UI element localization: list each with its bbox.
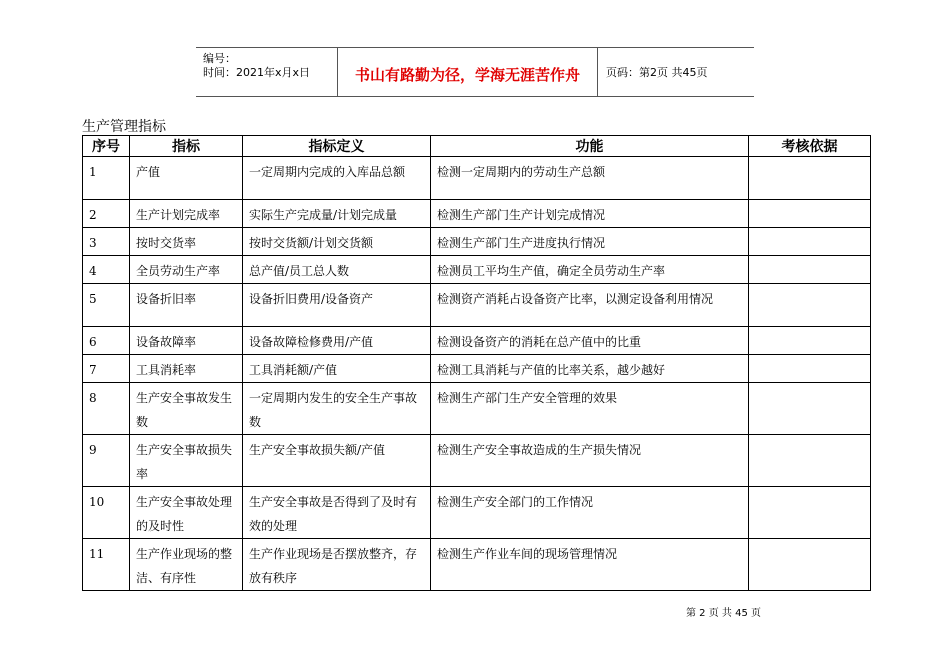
table-row [83, 435, 871, 487]
cell-function: 检测工具消耗与产值的比率关系，越少越好 [431, 355, 749, 383]
cell-function: 检测一定周期内的劳动生产总额 [431, 157, 749, 200]
cell-no: 3 [83, 228, 130, 256]
cell-definition: 设备折旧费用/设备资产 [243, 284, 431, 327]
cell-basis [749, 487, 871, 539]
cell-definition: 设备故障检修费用/产值 [243, 327, 431, 355]
column-header-function: 功能 [431, 136, 749, 157]
cell-basis [749, 200, 871, 228]
table-row [83, 539, 871, 591]
table-row [83, 327, 871, 355]
cell-indicator: 产值 [130, 157, 243, 200]
cell-no: 7 [83, 355, 130, 383]
cell-definition: 实际生产完成量/计划完成量 [243, 200, 431, 228]
column-header-indicator: 指标 [130, 136, 243, 157]
cell-function: 检测生产安全事故造成的生产损失情况 [431, 435, 749, 487]
cell-indicator: 设备故障率 [130, 327, 243, 355]
section-title: 生产管理指标 [82, 119, 166, 135]
cell-indicator: 按时交货率 [130, 228, 243, 256]
cell-no: 6 [83, 327, 130, 355]
table-row [83, 228, 871, 256]
cell-basis [749, 435, 871, 487]
cell-no: 10 [83, 487, 130, 539]
cell-function: 检测资产消耗占设备资产比率，以测定设备利用情况 [431, 284, 749, 327]
cell-definition: 生产安全事故是否得到了及时有效的处理 [243, 487, 431, 539]
table-row [83, 355, 871, 383]
table-row [83, 200, 871, 228]
cell-basis [749, 284, 871, 327]
cell-function: 检测生产部门生产进度执行情况 [431, 228, 749, 256]
cell-no: 9 [83, 435, 130, 487]
cell-no: 5 [83, 284, 130, 327]
cell-basis [749, 383, 871, 435]
page-footer: 第 2 页 共 45 页 [686, 608, 761, 619]
page-header [196, 47, 754, 97]
table-row [83, 284, 871, 327]
cell-definition: 按时交货额/计划交货额 [243, 228, 431, 256]
cell-basis [749, 256, 871, 284]
time-label: 时间：2021年x月x日 [203, 66, 311, 79]
table-row [83, 157, 871, 200]
table-row [83, 487, 871, 539]
cell-basis [749, 539, 871, 591]
column-header-no: 序号 [83, 136, 130, 157]
cell-no: 2 [83, 200, 130, 228]
cell-function: 检测生产作业车间的现场管理情况 [431, 539, 749, 591]
cell-basis [749, 355, 871, 383]
header-meta [196, 48, 338, 96]
table-row [83, 383, 871, 435]
cell-indicator: 生产安全事故处理的及时性 [130, 487, 243, 539]
header-slogan: 书山有路勤为径，学海无涯苦作舟 [338, 48, 598, 96]
table-header-row [83, 136, 871, 157]
cell-function: 检测员工平均生产值，确定全员劳动生产率 [431, 256, 749, 284]
cell-basis [749, 157, 871, 200]
column-header-definition: 指标定义 [243, 136, 431, 157]
column-header-basis: 考核依据 [749, 136, 871, 157]
cell-indicator: 生产计划完成率 [130, 200, 243, 228]
cell-indicator: 设备折旧率 [130, 284, 243, 327]
cell-definition: 生产作业现场是否摆放整齐，存放有秩序 [243, 539, 431, 591]
cell-function: 检测设备资产的消耗在总产值中的比重 [431, 327, 749, 355]
cell-function: 检测生产部门生产安全管理的效果 [431, 383, 749, 435]
cell-function: 检测生产部门生产计划完成情况 [431, 200, 749, 228]
cell-no: 8 [83, 383, 130, 435]
header-page-info: 页码：第2页 共45页 [606, 66, 708, 79]
cell-indicator: 生产作业现场的整洁、有序性 [130, 539, 243, 591]
cell-indicator: 生产安全事故发生数 [130, 383, 243, 435]
cell-definition: 总产值/员工总人数 [243, 256, 431, 284]
cell-definition: 一定周期内发生的安全生产事故数 [243, 383, 431, 435]
cell-no: 1 [83, 157, 130, 200]
table-row [83, 256, 871, 284]
table-body [83, 157, 871, 591]
cell-definition: 一定周期内完成的入库品总额 [243, 157, 431, 200]
cell-indicator: 生产安全事故损失率 [130, 435, 243, 487]
cell-function: 检测生产安全部门的工作情况 [431, 487, 749, 539]
cell-definition: 生产安全事故损失额/产值 [243, 435, 431, 487]
cell-basis [749, 228, 871, 256]
cell-indicator: 全员劳动生产率 [130, 256, 243, 284]
cell-no: 11 [83, 539, 130, 591]
cell-basis [749, 327, 871, 355]
kpi-table [82, 135, 871, 591]
cell-no: 4 [83, 256, 130, 284]
cell-indicator: 工具消耗率 [130, 355, 243, 383]
cell-definition: 工具消耗额/产值 [243, 355, 431, 383]
code-label: 编号： [203, 52, 236, 65]
